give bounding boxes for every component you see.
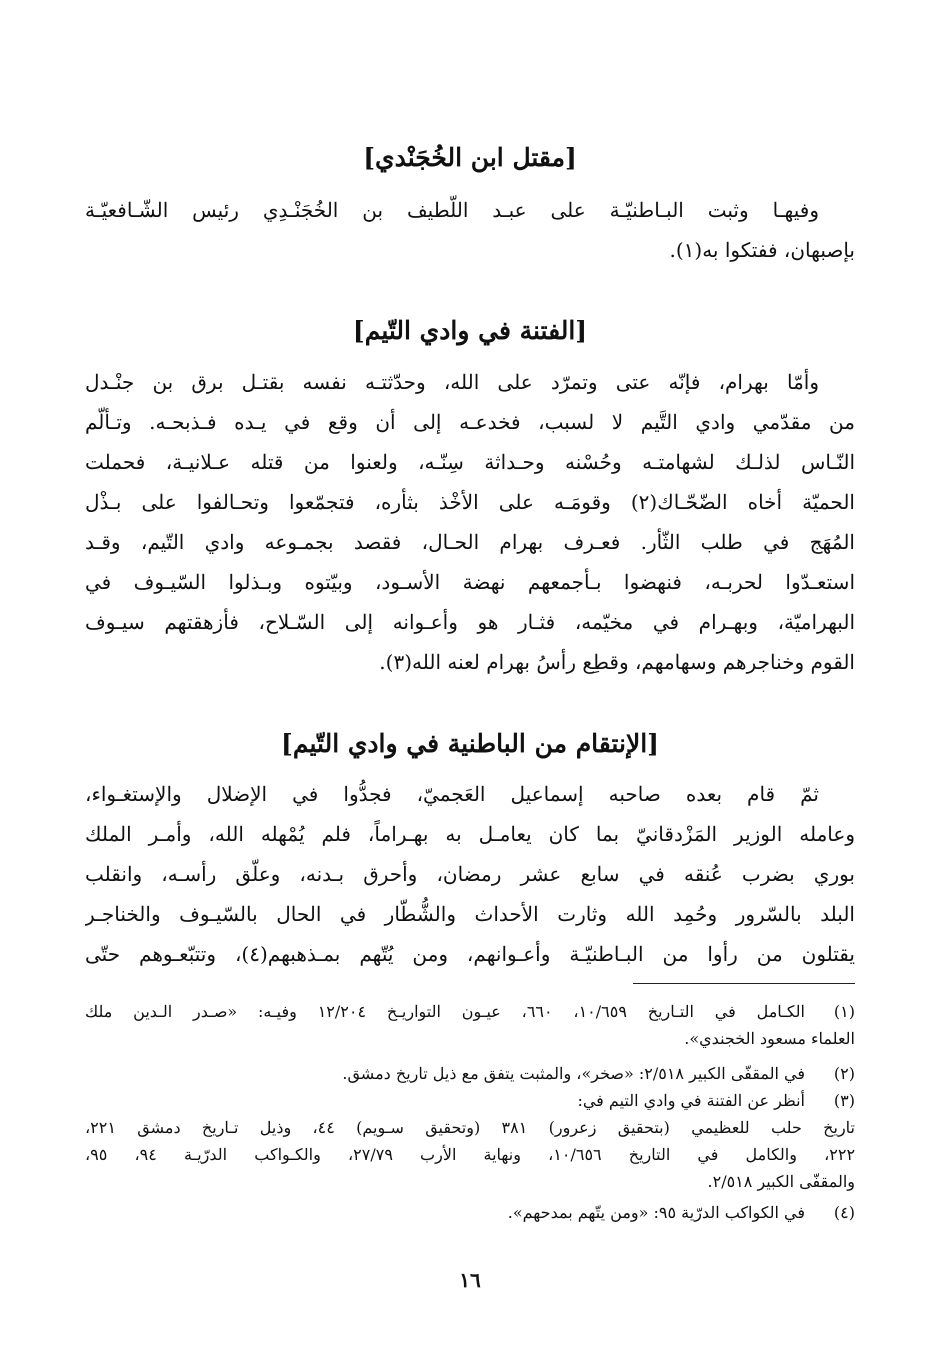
footnote-3 — [85, 1087, 855, 1114]
paragraph-line: بإصبهان، ففتكوا به(١). — [669, 238, 855, 262]
footnote-1-continuation — [85, 1025, 855, 1052]
footnote-text: الكـامل في التـاريخ ١٠/٦٥٩، ٦٦٠، عيـون التواريـخ ١٢/٢٠٤ وفيـه: «صـدر الـدين ملك — [85, 1002, 805, 1021]
footnote-number: (٢) — [833, 1064, 855, 1083]
paragraph-line: النّـاس لذلـك لشهامتـه وحُسْنه وحـداثة سِنّـه، ولعنوا من قتله عـلانيـة، فحملت — [85, 450, 855, 474]
paragraph-line: القوم وخناجرهم وسهامهم، وقطِع رأسُ بهرام لعنه الله(٣). — [379, 650, 855, 674]
footnote-separator — [633, 983, 855, 984]
page-number: ١٦ — [459, 1268, 481, 1292]
footnote-text: والمقفّى الكبير ٢/٥١٨. — [707, 1172, 855, 1191]
section-paragraph-2 — [85, 362, 855, 682]
footnote-1 — [85, 998, 855, 1025]
footnote-3-continuation — [85, 1141, 855, 1168]
footnote-3-continuation — [85, 1168, 855, 1195]
section-heading-1: [مقتل ابن الخُجَنْدي] — [363, 143, 577, 172]
paragraph-line: ثمّ قام بعده صاحبه إسماعيل العَجميّ، فجدُّوا في الإضلال والإستغـواء، — [85, 782, 819, 806]
paragraph-line: الحميّة أخاه الضّحّـاك(٢) وقومَـه على الأخْذ بثأره، فتجمّعوا وتحـالفوا على بـذْل — [85, 490, 855, 514]
footnote-text: العلماء مسعود الخجندي». — [684, 1029, 855, 1048]
paragraph-line: البلد بالسّرور وحُمِد الله وثارت الأحداث والشُّطّار في الحال بالسّيـوف والخناجـر — [85, 902, 855, 926]
paragraph-line: من مقدّمي وادي التَّيم لا لسبب، فخدعـه إلى أن وقع في يـده فـذبحـه. وتـألّم — [85, 410, 855, 434]
section-heading-2: [الفتنة في وادي التّيم] — [352, 316, 588, 345]
footnote-number: (٣) — [833, 1091, 855, 1110]
section-paragraph-3 — [85, 774, 855, 974]
paragraph-line: وأمّا بهرام، فإنّه عتى وتمرّد على الله، وحدّثتـه نفسه بقتـل برق بن جنْـدل — [85, 370, 819, 394]
footnote-number: (٤) — [833, 1203, 855, 1222]
footnotes — [85, 998, 855, 1226]
paragraph-line: استعـدّوا لحربـه، فنهضوا بـأجمعهم نهضة الأسـود، وبيّتوه وبـذلوا السّيـوف في — [85, 570, 855, 594]
footnote-text: أنظر عن الفتنة في وادي التيم في: — [577, 1091, 805, 1110]
footnote-4 — [85, 1199, 855, 1226]
book-page — [85, 0, 855, 1370]
paragraph-line: وعامله الوزير المَزْدقانيّ بما كان يعامـل به بهـراماً، فلم يُمْهله الله، وأمـر الملك — [85, 822, 855, 846]
section-paragraph-1 — [85, 190, 855, 270]
footnote-text: في الكواكب الدرّية ٩٥: «ومن يتّهم بمدحهم». — [507, 1203, 805, 1222]
paragraph-line: يقتلون من رأوا من البـاطنيّـة وأعـوانهم، ومن يُتّهم بمـذهبهم(٤)، وتتبّعـوهم حتّى — [85, 942, 855, 966]
paragraph-line: المُهَج في طلب الثّأر. فعـرف بهرام الحـال، فقصد بجمـوعه وادي التّيم، وقـد — [85, 530, 855, 554]
paragraph-line: وفيهـا وثبت البـاطنيّـة على عبـد اللّطيف بن الخُجَنْـدِي رئيس الشّـافعيّـة — [85, 198, 819, 222]
footnote-number: (١) — [833, 1002, 855, 1021]
footnote-3-continuation — [85, 1114, 855, 1141]
footnote-text: في المقفّى الكبير ٢/٥١٨: «صخر»، والمثبت يتفق مع ذيل تاريخ دمشق. — [342, 1064, 805, 1083]
paragraph-line: البهراميّة، وبهـرام في مخيّمه، فثـار هو وأعـوانه إلى السّـلاح، فأزهقتهم سيـوف — [85, 610, 855, 634]
paragraph-line: بوري بضرب عُنقه في سابع عشر رمضان، وأحرق بـدنه، وعلّق رأسـه، وانقلب — [85, 862, 855, 886]
footnote-text: ٢٢٢، والكامل في التاريخ ١٠/٦٥٦، ونهاية الأرب ٢٧/٧٩، والكـواكب الدرّيـة ٩٤، ٩٥، — [85, 1145, 855, 1164]
section-heading-3: [الإنتقام من الباطنية في وادي التّيم] — [281, 729, 659, 758]
footnote-text: تاريخ حلب للعظيمي (بتحقيق زعرور) ٣٨١ (وتحقيق سـويم) ٤٤، وذيل تـاريخ دمشق ٢٢١، — [85, 1118, 855, 1137]
footnote-2 — [85, 1060, 855, 1087]
